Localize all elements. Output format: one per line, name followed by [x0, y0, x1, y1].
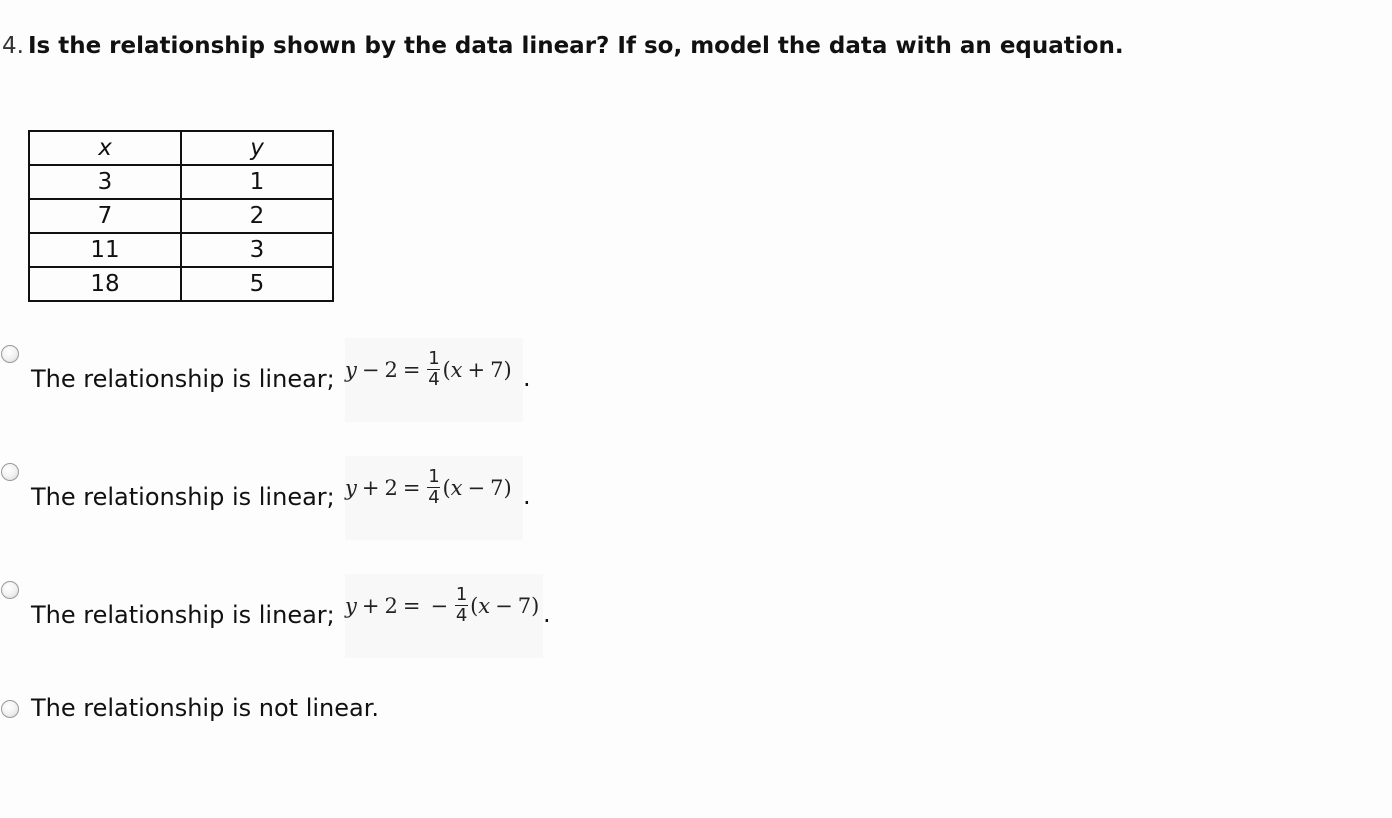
eq-paren: )	[503, 475, 512, 500]
frac-denominator: 4	[455, 605, 468, 626]
option-b-radio[interactable]	[1, 463, 19, 481]
question	[2, 28, 1124, 63]
frac-denominator: 4	[428, 369, 440, 390]
frac-numerator: 1	[428, 466, 440, 487]
frac-numerator: 1	[428, 348, 440, 369]
option-b-period: .	[523, 482, 531, 510]
eq-var: y	[345, 593, 357, 618]
eq-paren: )	[503, 357, 512, 382]
column-header-y: y	[181, 131, 333, 165]
frac-denominator: 4	[428, 487, 440, 508]
eq-fraction	[427, 468, 440, 507]
option-d-radio[interactable]	[1, 700, 19, 718]
option-a-equation	[345, 338, 523, 422]
option-c-period: .	[543, 600, 551, 628]
table-cell: 5	[181, 267, 333, 301]
table-cell: 3	[29, 165, 181, 199]
eq-num: 7	[490, 357, 504, 382]
table-cell: 11	[29, 233, 181, 267]
eq-fraction	[455, 586, 468, 625]
eq-op: −	[361, 357, 380, 382]
eq-var: y	[345, 475, 357, 500]
eq-var: x	[478, 593, 491, 618]
frac-numerator: 1	[455, 584, 468, 605]
option-a-radio[interactable]	[1, 345, 19, 363]
table-header-row	[29, 131, 333, 165]
eq-op: −	[467, 475, 486, 500]
question-text: Is the relationship shown by the data linear? If so, model the data with an equation.	[27, 33, 1124, 59]
table-cell: 18	[29, 267, 181, 301]
column-header-x: x	[29, 131, 181, 165]
option-c-label: The relationship is linear;	[31, 601, 335, 629]
eq-op: −	[495, 593, 513, 618]
eq-sign: −	[430, 593, 449, 618]
eq-num: 2	[384, 593, 398, 618]
table-row	[29, 233, 333, 267]
option-b-label: The relationship is linear;	[31, 483, 335, 511]
option-a-label: The relationship is linear;	[31, 365, 335, 393]
eq-var: x	[450, 357, 463, 382]
table-row	[29, 267, 333, 301]
eq-paren: (	[442, 357, 451, 382]
option-d-label: The relationship is not linear.	[31, 694, 380, 722]
table-cell: 7	[29, 199, 181, 233]
option-c-radio[interactable]	[1, 581, 19, 599]
option-a-period: .	[523, 364, 531, 392]
eq-num: 7	[517, 593, 532, 618]
data-table	[28, 130, 334, 302]
eq-paren: (	[442, 475, 451, 500]
eq-op: +	[361, 475, 380, 500]
table-cell: 3	[181, 233, 333, 267]
eq-op: +	[361, 593, 380, 618]
table-row	[29, 199, 333, 233]
eq-paren: (	[470, 593, 479, 618]
eq-num: 2	[384, 475, 398, 500]
option-b-equation	[345, 456, 523, 540]
eq-op: +	[467, 357, 486, 382]
eq-num: 2	[384, 357, 398, 382]
eq-equals: =	[402, 357, 421, 382]
eq-num: 7	[490, 475, 504, 500]
eq-paren: )	[531, 593, 540, 618]
eq-var: x	[450, 475, 463, 500]
question-number: 4.	[2, 33, 24, 59]
table-cell: 1	[181, 165, 333, 199]
eq-fraction	[427, 350, 440, 389]
table-row	[29, 165, 333, 199]
eq-equals: =	[402, 593, 421, 618]
table-cell: 2	[181, 199, 333, 233]
option-c-equation	[345, 574, 543, 658]
eq-equals: =	[402, 475, 421, 500]
eq-var: y	[345, 357, 357, 382]
